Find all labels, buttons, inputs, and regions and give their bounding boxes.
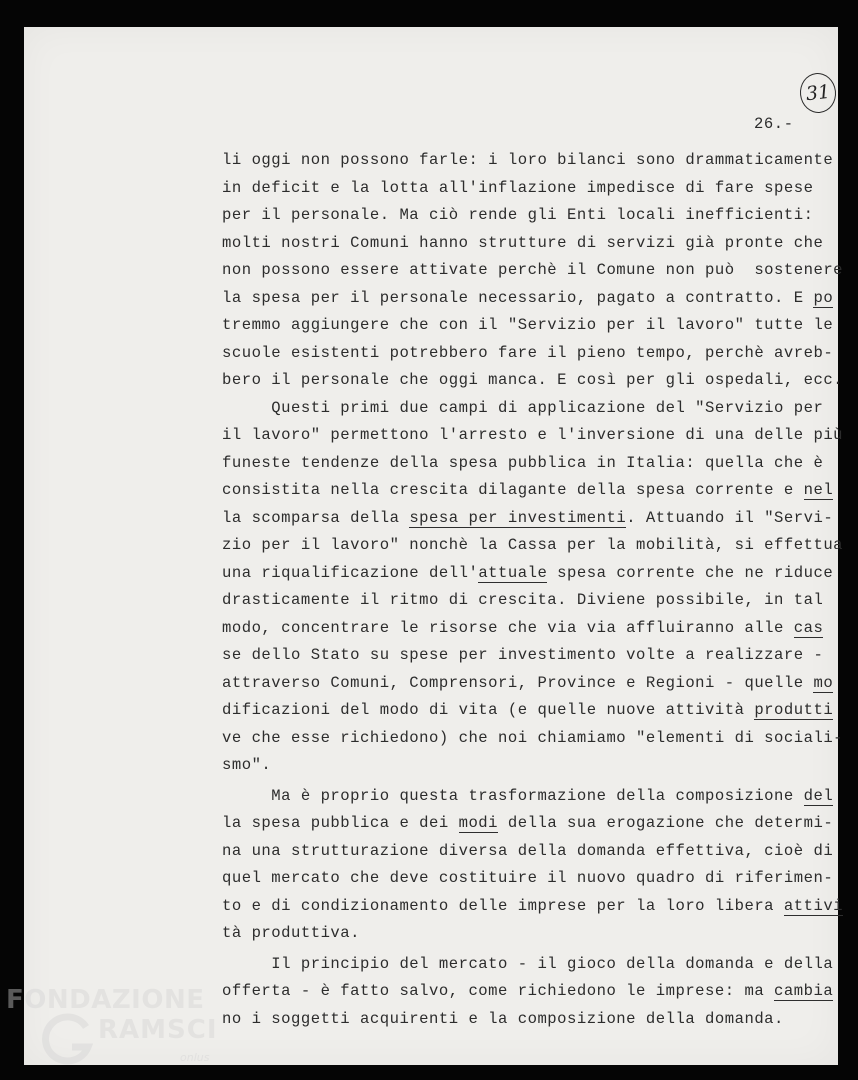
text-line: bero il personale che oggi manca. E così per gli ospedali, ecc. (222, 371, 844, 389)
text-line: li oggi non possono farle: i loro bilanci sono drammaticamente (222, 151, 834, 169)
text-line: drasticamente il ritmo di crescita. Diviene possibile, in tal (222, 591, 824, 609)
text-line: zio per il lavoro" nonchè la Cassa per la mobilità, si effettua (222, 536, 844, 554)
watermark-line1: FONDAZIONE (6, 985, 205, 1015)
text-line: quel mercato che deve costituire il nuovo quadro di riferimen- (222, 869, 834, 887)
typewritten-page (24, 27, 844, 1065)
text-line: attraverso Comuni, Comprensori, Province e Regioni - quelle mo (222, 673, 834, 692)
text-line: tà produttiva. (222, 924, 361, 942)
text-line: dificazioni del modo di vita (e quelle nuove attività produtti (222, 701, 834, 719)
text-line: offerta - è fatto salvo, come richiedono le imprese: ma cambia (222, 982, 834, 1000)
text-line: la scomparsa della spesa per investimenti. Attuando il "Servi- (222, 508, 834, 527)
folio-number-circled: 31 (798, 71, 838, 115)
text-line: in deficit e la lotta all'inflazione impedisce di fare spese (222, 178, 814, 197)
text-line: no i soggetti acquirenti e la composizione della domanda. (222, 1009, 784, 1028)
watermark-line2: RAMSCI (98, 1015, 218, 1045)
text-line: se dello Stato su spese per investimento volte a realizzare - (222, 646, 824, 664)
text-line: per il personale. Ma ciò rende gli Enti locali inefficienti: (222, 206, 814, 224)
text-line: molti nostri Comuni hanno strutture di servizi già pronte che (222, 233, 824, 252)
g-logo-icon (42, 1013, 96, 1067)
text-line: na una strutturazione diversa della domanda effettiva, cioè di (222, 841, 834, 860)
fondazione-gramsci-watermark (6, 985, 226, 1080)
text-line: una riqualificazione dell'attuale spesa corrente che ne riduce (222, 563, 834, 582)
text-line: Ma è proprio questa trasformazione della composizione del (222, 786, 834, 805)
text-line: consistita nella crescita dilagante della spesa corrente e nel (222, 481, 834, 499)
text-line: ve che esse richiedono) che noi chiamiamo "elementi di sociali- (222, 728, 844, 747)
text-line: Questi primi due campi di applicazione del "Servizio per (222, 398, 824, 417)
text-line: to e di condizionamento delle imprese per la loro libera attivi (222, 896, 844, 915)
text-line: tremmo aggiungere che con il "Servizio per il lavoro" tutte le (222, 316, 834, 334)
text-line: la spesa pubblica e dei modi della sua erogazione che determi- (222, 814, 834, 832)
watermark-line3: onlus (180, 1051, 210, 1064)
text-line: Il principio del mercato - il gioco della domanda e della (222, 954, 834, 973)
body-text (222, 147, 844, 1033)
text-line: la spesa per il personale necessario, pagato a contratto. E po (222, 288, 834, 307)
text-line: scuole esistenti potrebbero fare il pieno tempo, perchè avreb- (222, 343, 834, 362)
text-line: il lavoro" permettono l'arresto e l'inversione di una delle più (222, 426, 844, 444)
text-line: funeste tendenze della spesa pubblica in Italia: quella che è (222, 453, 824, 472)
text-line: smo". (222, 756, 272, 774)
text-line: non possono essere attivate perchè il Comune non può sostenere (222, 261, 844, 279)
page-number: 26.- (754, 115, 794, 133)
text-line: modo, concentrare le risorse che via via affluiranno alle cas (222, 618, 824, 637)
